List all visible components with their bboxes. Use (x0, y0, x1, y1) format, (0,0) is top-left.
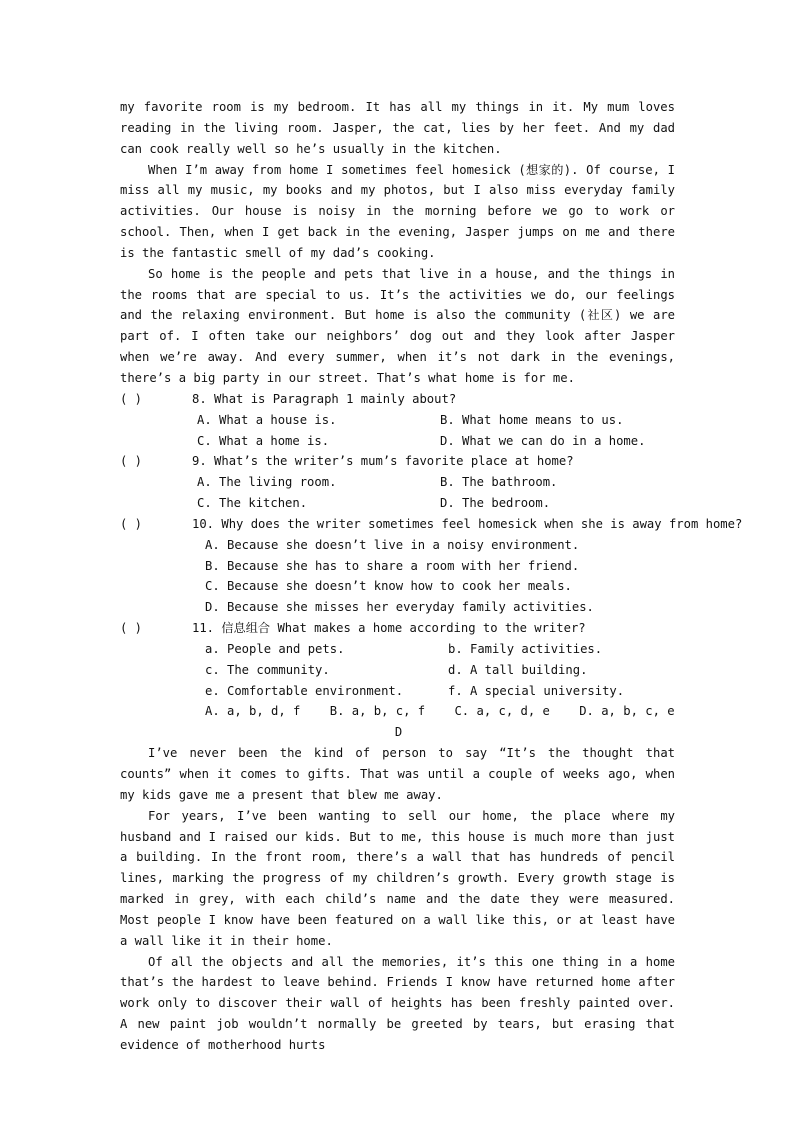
option: D. Because she misses her everyday family activities. (205, 600, 594, 615)
option: f. A special university. (448, 683, 625, 698)
passage-paragraph: When I’m away from home I sometimes feel homesick (想家的). Of course, I miss all my music, my books and my photos, but I also miss everyday family activities. Our house is noisy in the morning before we go to work or school. Then, when I get back in the evening, Jasper jumps on me and there is the fantastic smell of my dad’s cooking. (120, 162, 675, 260)
answer-blank: ( ) (120, 621, 143, 636)
question-text: 信息组合 What makes a home according to the writer? (221, 621, 586, 636)
question-11 (120, 618, 675, 639)
question-text: What is Paragraph 1 mainly about? (214, 391, 457, 406)
option: D. The bedroom. (440, 496, 551, 511)
passage-paragraph: So home is the people and pets that live in a house, and the things in the rooms that are special to us. It’s the activities we do, our feelings and the relaxing environment. But home is also the community (社区) we are part of. I often take our neighbors’ dog out and they look after Jasper when we’re away. And every summer, when it’s not dark in the evenings, there’s a big party in our street. That’s what home is for me. (120, 266, 675, 385)
question-text: What’s the writer’s mum’s favorite place at home? (214, 454, 574, 469)
option: b. Family activities. (448, 641, 603, 656)
passage-paragraph: I’ve never been the kind of person to say “It’s the thought that counts” when it comes to gifts. That was until a couple of weeks ago, when my kids gave me a present that blew me away. (120, 746, 675, 802)
question-9 (120, 451, 675, 472)
option: A. Because she doesn’t live in a noisy environment. (205, 537, 580, 552)
option: C. The kitchen. (197, 496, 308, 511)
question-11-options (120, 639, 675, 702)
question-10 (120, 514, 743, 535)
option: d. A tall building. (448, 662, 588, 677)
section-label: D (394, 725, 403, 740)
option: a. People and pets. (205, 641, 345, 656)
question-number: 9. (192, 454, 215, 469)
question-9-options (120, 472, 675, 514)
option: e. Comfortable environment. (205, 683, 404, 698)
question-number: 11. (192, 621, 222, 636)
passage-paragraph: For years, I’ve been wanting to sell our home, the place where my husband and I raised our kids. But to me, this house is much more than just a building. In the front room, there’s a wall that has hundreds of pencil lines, marking the progress of my children’s growth. Every growth stage is marked in grey, with each child’s name and the date they were measured. Most people I know have been featured on a wall like this, or at least have a wall like it in their home. (120, 808, 675, 948)
answer-choices: A. a, b, d, f B. a, b, c, f C. a, c, d, e D. a, b, c, e (205, 704, 675, 719)
answer-blank: ( ) (120, 391, 143, 406)
question-number: 10. (192, 516, 222, 531)
option: C. Because she doesn’t know how to cook her meals. (205, 579, 572, 594)
option: B. Because she has to share a room with her friend. (205, 558, 580, 573)
answer-blank: ( ) (120, 454, 143, 469)
option: B. The bathroom. (440, 475, 558, 490)
question-8 (120, 389, 675, 410)
option: A. The living room. (197, 475, 337, 490)
passage-paragraph: my favorite room is my bedroom. It has all my things in it. My mum loves reading in the living room. Jasper, the cat, lies by her feet. And my dad can cook really well so he’s usually in the kitchen. (120, 100, 675, 156)
option: A. What a house is. (197, 412, 337, 427)
document-page (120, 97, 743, 1056)
answer-blank: ( ) (120, 516, 143, 531)
option: D. What we can do in a home. (440, 433, 646, 448)
option: B. What home means to us. (440, 412, 624, 427)
passage-paragraph: Of all the objects and all the memories, it’s this one thing in a home that’s the hardest to leave behind. Friends I know have returned home after work only to discover their wall of heights has been freshly painted over. A new paint job wouldn’t normally be greeted by tears, but erasing that evidence of motherhood hurts (120, 954, 675, 1052)
question-text: Why does the writer sometimes feel homesick when she is away from home? (221, 516, 743, 531)
question-number: 8. (192, 391, 215, 406)
question-8-options (120, 410, 675, 452)
option: C. What a home is. (197, 433, 330, 448)
option: c. The community. (205, 662, 330, 677)
